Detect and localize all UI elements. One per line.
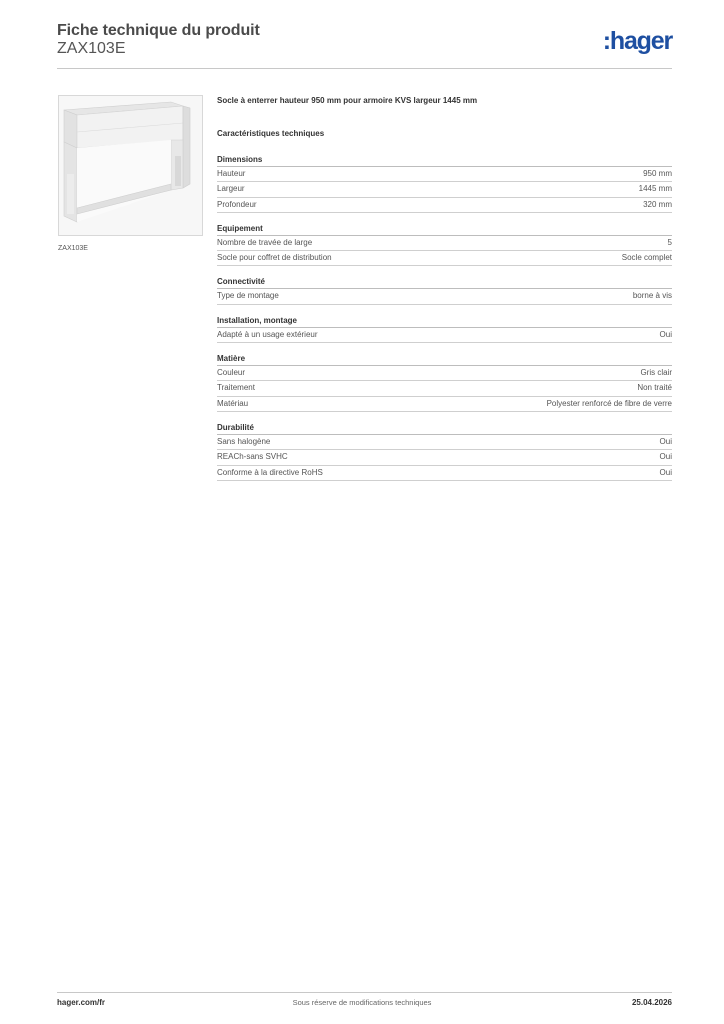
header-divider xyxy=(57,68,672,69)
spec-value: Oui xyxy=(659,467,672,477)
spec-label: Conforme à la directive RoHS xyxy=(217,467,323,477)
spec-value: 1445 mm xyxy=(638,184,672,194)
section-durabilite xyxy=(217,422,672,481)
image-caption: ZAX103E xyxy=(58,245,88,252)
spec-row xyxy=(217,466,672,481)
spec-label: Largeur xyxy=(217,184,245,194)
spec-label: Nombre de travée de large xyxy=(217,237,313,247)
spec-row xyxy=(217,289,672,304)
footer-website-link[interactable]: hager.com/fr xyxy=(57,998,106,1007)
spec-row xyxy=(217,198,672,213)
spec-value: Socle complet xyxy=(621,253,672,263)
spec-row xyxy=(217,167,672,182)
footer-notice: Sous réserve de modifications techniques xyxy=(292,998,432,1007)
section-title: Connectivité xyxy=(217,276,672,289)
product-description: Socle à enterrer hauteur 950 mm pour armoire KVS largeur 1445 mm xyxy=(217,96,478,105)
spec-label: REACh-sans SVHC xyxy=(217,452,288,462)
section-title: Matière xyxy=(217,353,672,366)
spec-row xyxy=(217,366,672,381)
spec-label: Type de montage xyxy=(217,291,279,301)
spec-value: Non traité xyxy=(637,383,672,393)
product-image xyxy=(58,95,203,236)
spec-label: Matériau xyxy=(217,398,249,408)
spec-value: Oui xyxy=(659,436,672,446)
spec-value: 950 mm xyxy=(643,169,672,178)
section-equipement xyxy=(217,223,672,267)
footer-date: 25.04.2026 xyxy=(631,998,672,1007)
footer-divider xyxy=(57,992,672,993)
product-reference: ZAX103E xyxy=(57,40,126,57)
section-installation xyxy=(217,315,672,343)
spec-row xyxy=(217,397,672,412)
spec-row xyxy=(217,450,672,465)
spec-label: Hauteur xyxy=(217,169,246,178)
tech-specs-heading: Caractéristiques techniques xyxy=(217,129,325,138)
section-title: Durabilité xyxy=(217,422,672,435)
spec-row xyxy=(217,251,672,266)
page-title: Fiche technique du produit xyxy=(57,22,260,39)
spec-label: Profondeur xyxy=(217,199,257,209)
spec-row xyxy=(217,182,672,197)
spec-label: Socle pour coffret de distribution xyxy=(217,253,332,263)
spec-value: Oui xyxy=(659,452,672,462)
spec-label: Traitement xyxy=(217,383,255,393)
hager-logo: :hager xyxy=(602,27,672,55)
spec-value: 320 mm xyxy=(643,199,672,209)
spec-label: Sans halogène xyxy=(217,436,271,446)
section-title: Equipement xyxy=(217,223,672,236)
product-details xyxy=(217,96,672,491)
section-title: Installation, montage xyxy=(217,315,672,328)
section-title: Dimensions xyxy=(217,154,672,167)
spec-label: Adapté à un usage extérieur xyxy=(217,329,318,339)
spec-row xyxy=(217,435,672,450)
spec-label: Couleur xyxy=(217,368,246,378)
spec-value: Polyester renforcé de fibre de verre xyxy=(546,398,672,408)
spec-value: Oui xyxy=(659,329,672,339)
spec-value: Gris clair xyxy=(640,368,672,378)
section-matiere xyxy=(217,353,672,412)
section-dimensions xyxy=(217,154,672,213)
spec-value: 5 xyxy=(667,237,672,247)
spec-value: borne à vis xyxy=(632,291,672,301)
section-connectivite xyxy=(217,276,672,304)
spec-row xyxy=(217,236,672,251)
spec-row xyxy=(217,381,672,396)
base-cabinet-illustration xyxy=(59,96,202,235)
spec-row xyxy=(217,328,672,343)
